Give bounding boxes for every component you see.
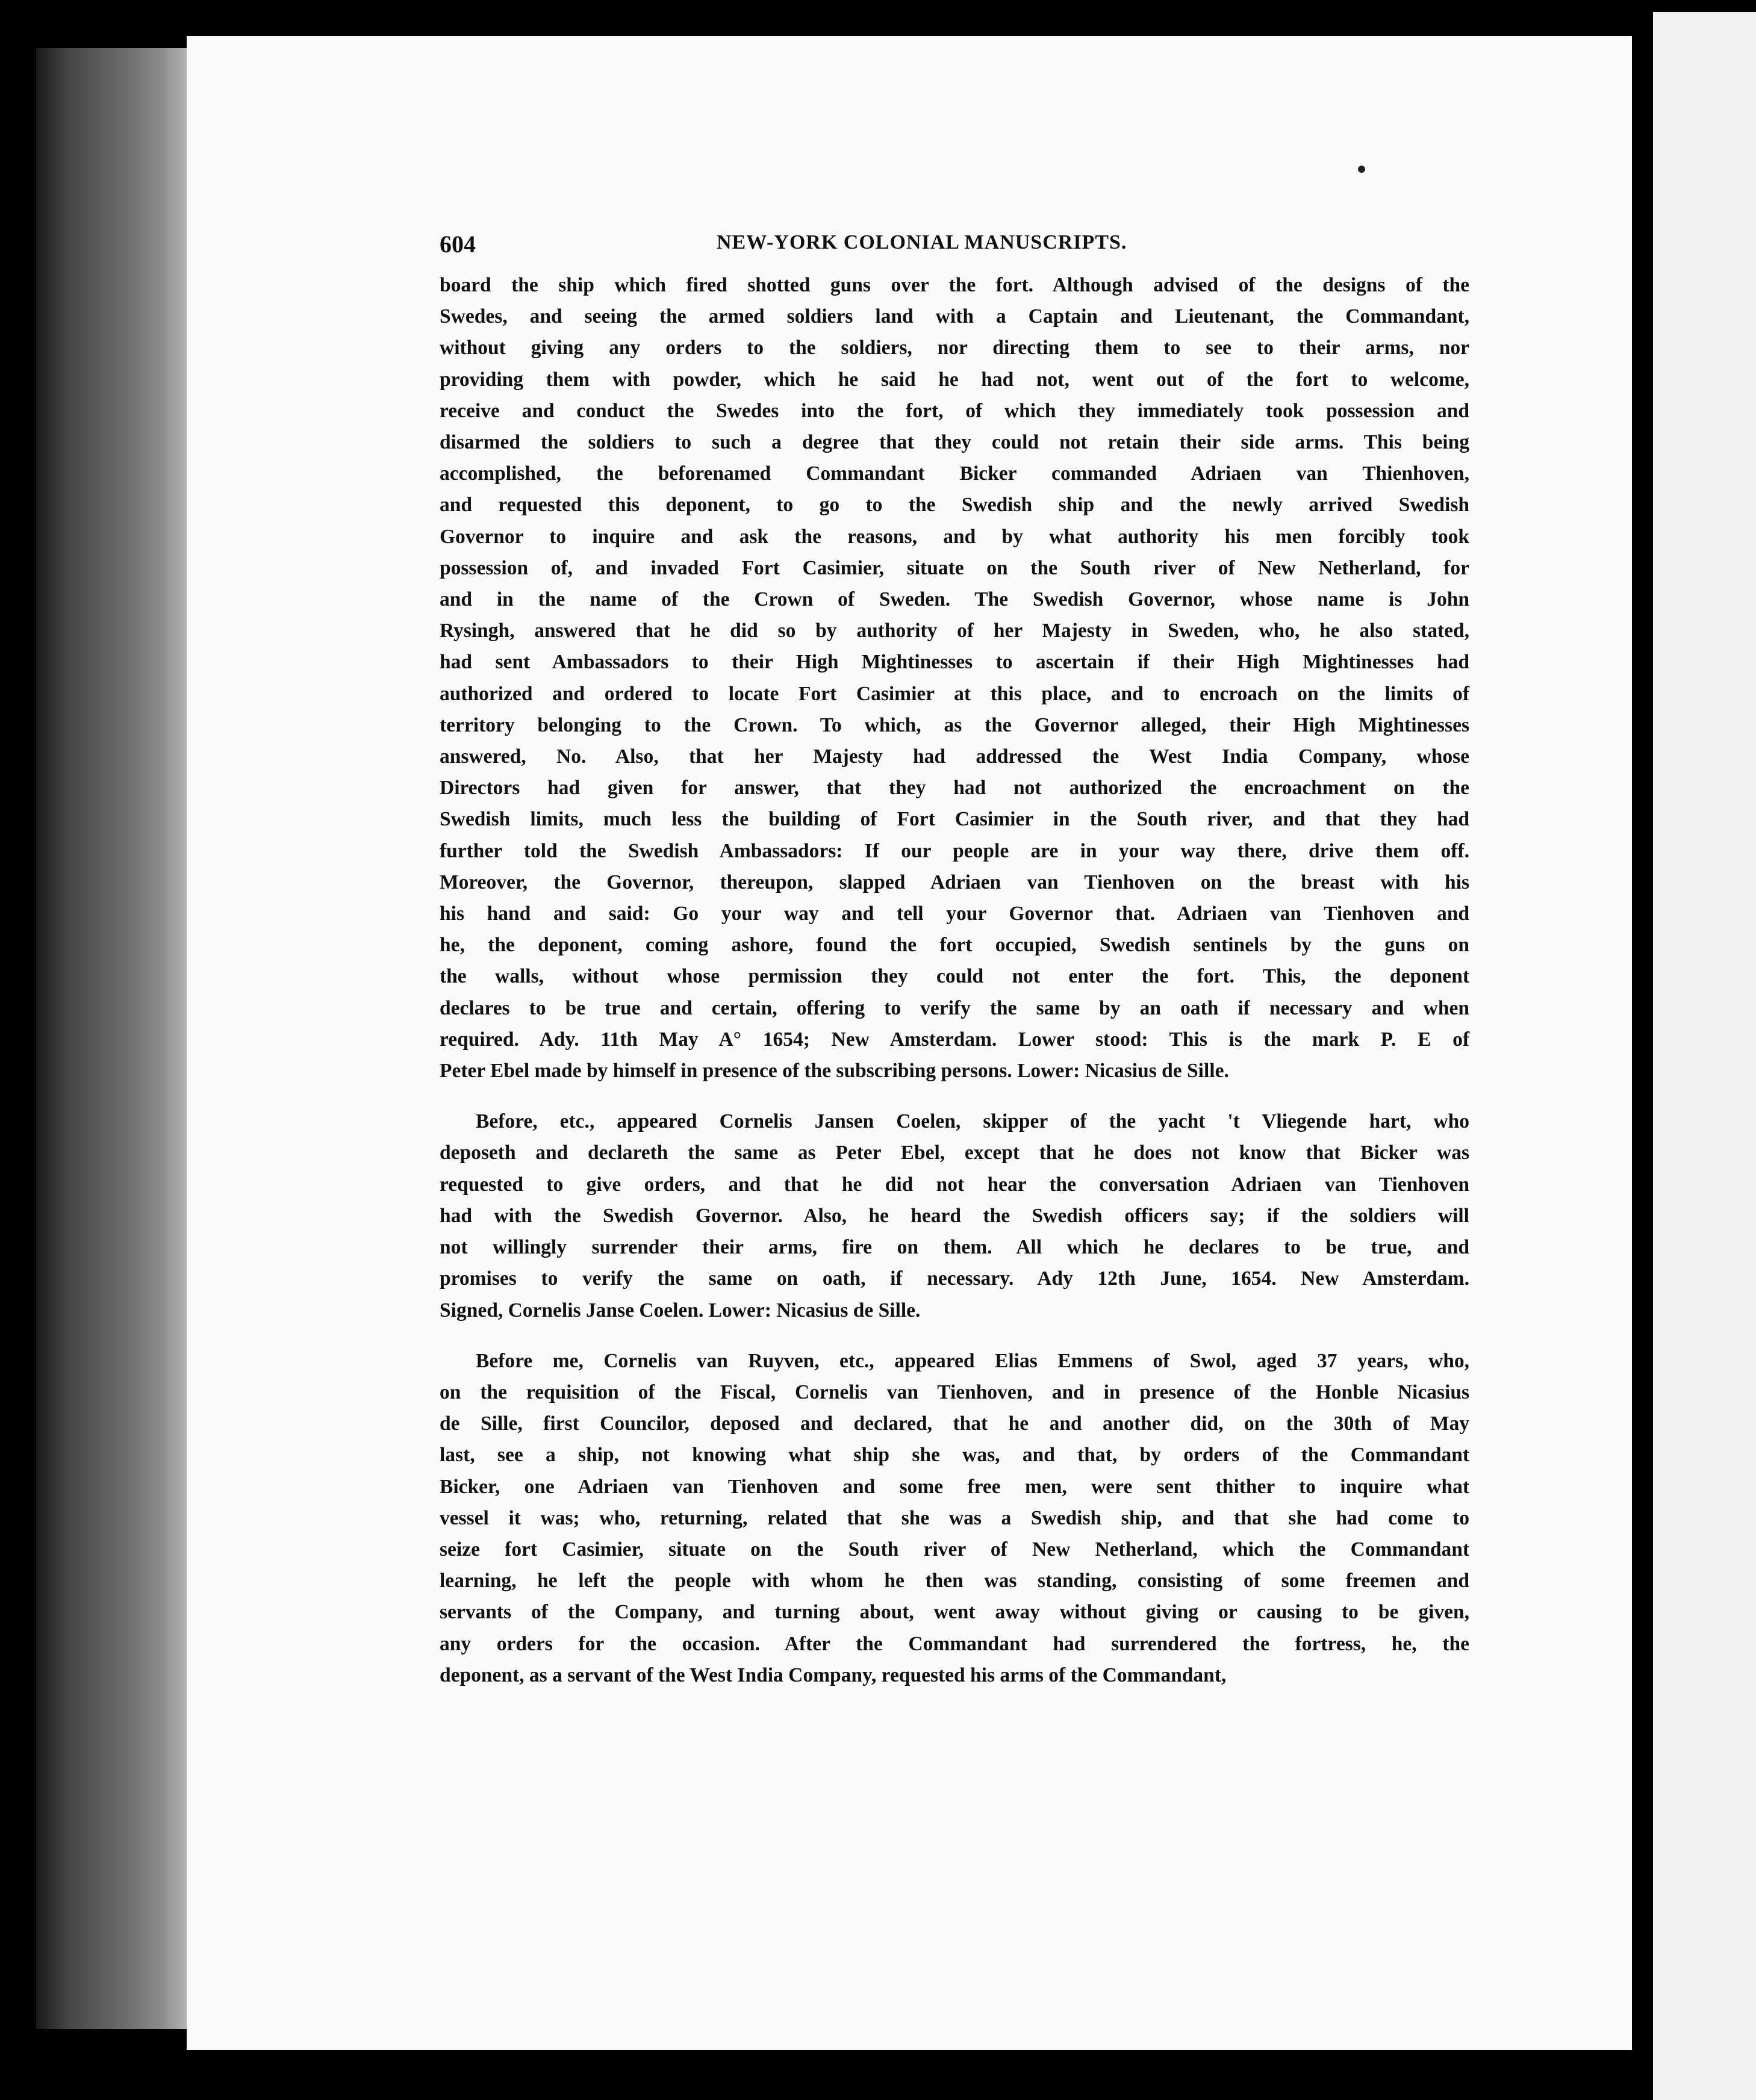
text-line: Governor to inquire and ask the reasons, and by what authority his men forcibly took bbox=[440, 525, 1469, 548]
page-content bbox=[440, 230, 1469, 1691]
page-number: 604 bbox=[440, 231, 476, 258]
text-line: and requested this deponent, to go to the Swedish ship and the newly arrived Swedish bbox=[440, 494, 1469, 517]
text-line: had sent Ambassadors to their High Mightinesses to ascertain if their High Mightinesses had bbox=[440, 651, 1469, 674]
text-line: Peter Ebel made by himself in presence of the subscribing persons. Lower: Nicasius de Sille. bbox=[440, 1060, 1229, 1083]
paragraph-gap bbox=[440, 1326, 1469, 1346]
text-line: disarmed the soldiers to such a degree that they could not retain their side arms. This being bbox=[440, 431, 1469, 454]
text-line: any orders for the occasion. After the Commandant had surrendered the fortress, he, the bbox=[440, 1632, 1469, 1655]
text-line: he, the deponent, coming ashore, found the fort occupied, Swedish sentinels by the guns on bbox=[440, 934, 1469, 957]
text-line: Swedes, and seeing the armed soldiers land with a Captain and Lieutenant, the Commandant, bbox=[440, 305, 1469, 328]
text-line: Before me, Cornelis van Ruyven, etc., appeared Elias Emmens of Swol, aged 37 years, who, bbox=[476, 1349, 1469, 1372]
text-line: vessel it was; who, returning, related that she was a Swedish ship, and that she had come to bbox=[440, 1506, 1469, 1529]
paragraph-gap bbox=[440, 1087, 1469, 1106]
book-fore-edge bbox=[36, 48, 193, 2029]
text-line: de Sille, first Councilor, deposed and declared, that he and another did, on the 30th of May bbox=[440, 1412, 1469, 1435]
text-line: Moreover, the Governor, thereupon, slapped Adriaen van Tienhoven on the breast with his bbox=[440, 871, 1469, 893]
text-line: requested to give orders, and that he did not hear the conversation Adriaen van Tienhoven bbox=[440, 1173, 1469, 1196]
running-head bbox=[440, 230, 1469, 266]
paragraph-3 bbox=[440, 1346, 1469, 1691]
text-line: the walls, without whose permission they could not enter the fort. This, the deponent bbox=[440, 965, 1469, 988]
text-line: Before, etc., appeared Cornelis Jansen Coelen, skipper of the yacht 't Vliegende hart, who bbox=[476, 1110, 1469, 1133]
text-line: not willingly surrender their arms, fire on them. All which he declares to be true, and bbox=[440, 1236, 1469, 1259]
text-line: learning, he left the people with whom he then was standing, consisting of some freemen and bbox=[440, 1570, 1469, 1592]
text-line: had with the Swedish Governor. Also, he heard the Swedish officers say; if the soldiers will bbox=[440, 1204, 1469, 1227]
text-line: promises to verify the same on oath, if necessary. Ady 12th June, 1654. New Amsterdam. bbox=[440, 1267, 1469, 1290]
text-line: answered, No. Also, that her Majesty had addressed the West India Company, whose bbox=[440, 745, 1469, 768]
paragraph-2 bbox=[440, 1106, 1469, 1326]
facing-page-strip bbox=[1653, 12, 1756, 2100]
text-line: and in the name of the Crown of Sweden. The Swedish Governor, whose name is John bbox=[440, 588, 1469, 611]
text-line: territory belonging to the Crown. To which, as the Governor alleged, their High Mightinesses bbox=[440, 713, 1469, 736]
text-line: his hand and said: Go your way and tell your Governor that. Adriaen van Tienhoven and bbox=[440, 902, 1469, 925]
text-line: providing them with powder, which he said he had not, went out of the fort to welcome, bbox=[440, 368, 1469, 391]
text-line: accomplished, the beforenamed Commandant Bicker commanded Adriaen van Thienhoven, bbox=[440, 462, 1469, 485]
ink-speck bbox=[1358, 166, 1365, 173]
text-line: receive and conduct the Swedes into the fort, of which they immediately took possession and bbox=[440, 399, 1469, 422]
text-line: Bicker, one Adriaen van Tienhoven and some free men, were sent thither to inquire what bbox=[440, 1475, 1469, 1498]
text-line: Directors had given for answer, that they had not authorized the encroachment on the bbox=[440, 777, 1469, 800]
text-line: without giving any orders to the soldiers, nor directing them to see to their arms, nor bbox=[440, 337, 1469, 359]
page-gutter-shadow bbox=[1632, 0, 1656, 2100]
running-title: NEW-YORK COLONIAL MANUSCRIPTS. bbox=[717, 231, 1127, 253]
text-line: board the ship which fired shotted guns over the fort. Although advised of the designs of the bbox=[440, 274, 1469, 296]
text-line: seize fort Casimier, situate on the South river of New Netherland, which the Commandant bbox=[440, 1538, 1469, 1561]
text-line: on the requisition of the Fiscal, Cornelis van Tienhoven, and in presence of the Honble Nicasius bbox=[440, 1381, 1469, 1403]
text-line: required. Ady. 11th May A° 1654; New Amsterdam. Lower stood: This is the mark P. E of bbox=[440, 1028, 1469, 1051]
text-line: declares to be true and certain, offering to verify the same by an oath if necessary and when bbox=[440, 996, 1469, 1019]
paragraph-1 bbox=[440, 270, 1469, 1087]
text-line: possession of, and invaded Fort Casimier, situate on the South river of New Netherland, for bbox=[440, 556, 1469, 579]
text-line: Swedish limits, much less the building of Fort Casimier in the South river, and that they had bbox=[440, 808, 1469, 831]
text-line: deponent, as a servant of the West India Company, requested his arms of the Commandant, bbox=[440, 1664, 1227, 1686]
text-line: last, see a ship, not knowing what ship she was, and that, by orders of the Commandant bbox=[440, 1444, 1469, 1467]
text-line: authorized and ordered to locate Fort Casimier at this place, and to encroach on the limits of bbox=[440, 682, 1469, 705]
text-line: Rysingh, answered that he did so by authority of her Majesty in Sweden, who, he also stated, bbox=[440, 620, 1469, 642]
text-line: servants of the Company, and turning about, went away without giving or causing to be given, bbox=[440, 1601, 1469, 1624]
text-line: Signed, Cornelis Janse Coelen. Lower: Nicasius de Sille. bbox=[440, 1299, 921, 1322]
text-line: deposeth and declareth the same as Peter Ebel, except that he does not know that Bicker was bbox=[440, 1142, 1469, 1164]
text-line: further told the Swedish Ambassadors: If our people are in your way there, drive them off. bbox=[440, 839, 1469, 862]
